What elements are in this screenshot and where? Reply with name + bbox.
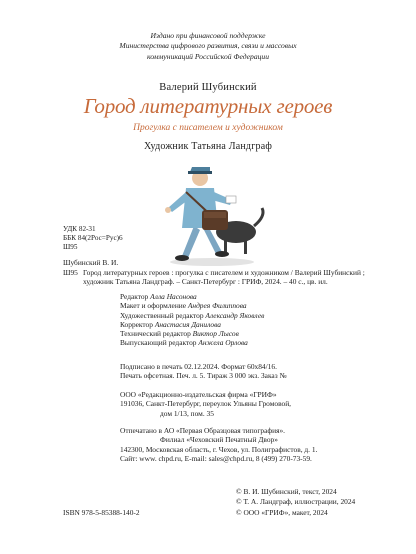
book-author: Валерий Шубинский <box>159 82 257 93</box>
print-info <box>120 362 380 381</box>
publisher-line: 191036, Санкт-Петербург, переулок Ульяны Громовой, <box>120 399 292 409</box>
support-line: Издано при финансовой поддержке <box>150 31 266 40</box>
book-artist: Художник Татьяна Ландграф <box>143 141 273 152</box>
credit-item: Макет и оформление Андрея Филиппова <box>120 301 247 311</box>
printer-line: Филиал «Чеховский Печатный Двор» <box>160 435 278 445</box>
credit-item: Художественный редактор Александр Яковлев <box>120 310 265 320</box>
printer-line: Отпечатано в АО «Первая Образцовая типография». <box>120 426 286 435</box>
copyright-line: © В. И. Шубинский, текст, 2024 <box>236 487 337 496</box>
book-subtitle: Прогулка с писателем и художником <box>133 123 283 133</box>
publisher-info <box>120 390 380 418</box>
print-line: Подписано в печать 02.12.2024. Формат 60х84/16. <box>120 362 277 371</box>
publisher-line: дом 1/13, пом. 35 <box>160 408 214 418</box>
copyright-line: © Т. А. Ландграф, иллюстрации, 2024 <box>236 497 356 507</box>
credit-item: Технический редактор Виктор Лысов <box>120 329 239 339</box>
bib-description-line: Город литературных героев : прогулка с писателем и художником / Валерий Шубинский ; <box>83 267 365 277</box>
udk-code: УДК 82-31 <box>63 225 96 233</box>
print-line: Печать офсетная. Печ. л. 5. Тираж 3 000 экз. Заказ № <box>120 371 287 381</box>
bib-code: Ш95 <box>63 267 78 277</box>
printer-line: Сайт: www. chpd.ru, E-mail: sales@chpd.ru, 8 (499) 270-73-59. <box>120 453 312 463</box>
book-title: Город литературных героев <box>83 94 333 118</box>
copyright-line: © ООО «ГРИФ», макет, 2024 <box>236 507 328 517</box>
copyright-block <box>236 487 355 518</box>
support-line: коммуникаций Российской Федерации <box>146 51 270 61</box>
credit-item: Корректор Анастасия Данилова <box>120 319 221 329</box>
bib-author-line: Шубинский В. И. <box>63 258 119 267</box>
bib-main-row <box>63 268 373 278</box>
postman-with-bag-and-dog-illustration <box>124 158 294 270</box>
credit-item: Выпускающий редактор Анжела Орлова <box>120 338 248 348</box>
printer-line: 142300, Московская область, г. Чехов, ул. Полиграфистов, д. 1. <box>120 444 318 454</box>
isbn: ISBN 978-5-85388-140-2 <box>63 508 140 517</box>
author-mark: Ш95 <box>63 243 78 251</box>
bib-description-line: художник Татьяна Ландграф. – Санкт-Петербург : ГРИФ, 2024. – 40 с., цв. ил. <box>83 277 328 287</box>
financial-support-note <box>0 31 416 62</box>
support-line: Министерства цифрового развития, связи и массовых <box>119 41 297 51</box>
credits-list <box>120 292 380 348</box>
printer-info <box>120 426 380 463</box>
bibliographic-description <box>63 258 373 287</box>
credit-item: Редактор Алла Насонова <box>120 292 197 301</box>
publisher-line: ООО «Редакционно-издательская фирма «ГРИФ» <box>120 390 277 399</box>
bbk-code: ББК 84(2Рос=Рус)6 <box>63 234 123 242</box>
